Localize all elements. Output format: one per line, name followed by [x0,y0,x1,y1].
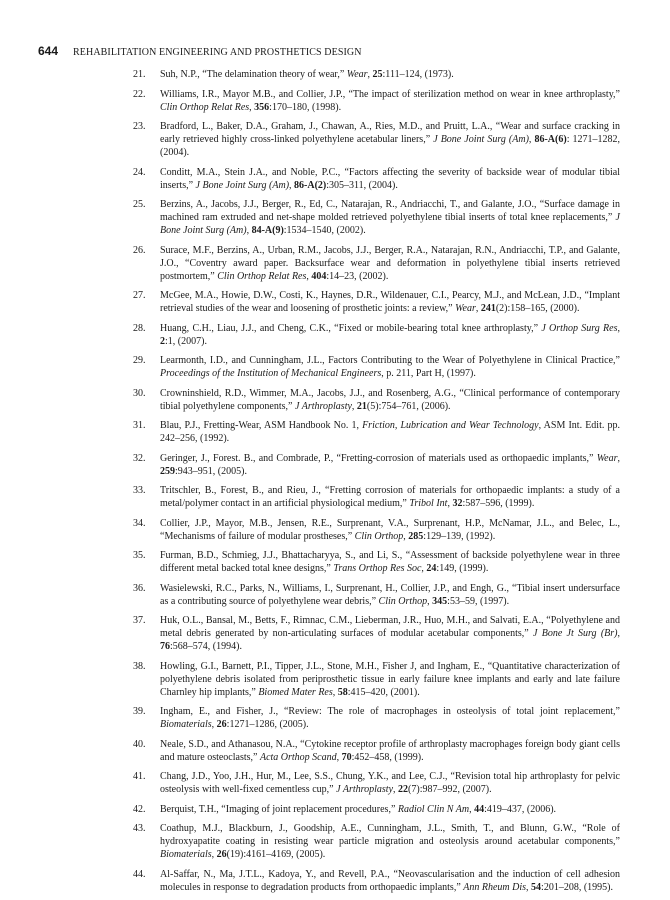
citation-text: Blau, P.J., Fretting-Wear, ASM Handbook No. 1, [160,420,363,431]
reference-item [133,387,620,413]
reference-number: 28. [133,322,146,334]
reference-number: 34. [133,517,146,529]
volume-number: 22 [398,784,409,795]
citation-text: Ingham, E., and Fisher, J., “Review: The role of macrophages in osteolysis of total joint replacement,” [160,706,620,717]
journal-title: J Bone Joint Surg (Am) [160,212,620,236]
reference-text [160,88,620,114]
volume-number: 2 [160,335,165,347]
citation-text: :53–59, (1997). [447,595,510,607]
journal-title: Clin Orthop Relat Res [160,101,250,113]
reference-number: 26. [133,244,146,256]
journal-title: J Bone Joint Surg (Am) [195,179,290,191]
reference-number: 42. [133,803,146,815]
citation-text: Geringer, J., Forest. B., and Combrade, P., “Fretting-corrosion of materials used as orthopaedic implants,” [160,452,597,464]
reference-text [160,289,620,315]
citation-text: , [249,101,255,113]
citation-text: , [469,803,475,815]
reference-text [160,484,620,510]
reference-item [133,452,620,478]
citation-text: Huang, C.H., Liau, J.J., and Cheng, C.K., “Fixed or mobile-bearing total knee arthroplasty,” [160,322,542,334]
citation-text: , [246,225,252,236]
volume-number: 84-A(9) [251,225,284,236]
citation-text: Surace, M.F., Berzins, A., Urban, R.M., Jacobs, J.J., Berger, R.A., Natarajan, R.N., Andriacchi, T.P., and Galante, J.O., “Coventry award paper. Backsurface wear and deformation in polyethylene tibial inserts retrieved postmortem,” [160,244,620,282]
citation-text: , [427,595,433,607]
journal-title: Tribol Int [409,498,448,509]
citation-text: (7):987–992, (2007). [408,784,492,795]
reference-text [160,244,620,283]
journal-title: J Bone Joint Surg (Am) [433,134,529,145]
reference-item [133,354,620,380]
reference-number: 22. [133,88,146,100]
reference-number: 29. [133,355,146,366]
journal-title: J Arthroplasty [294,400,352,412]
citation-text: :201–208, (1995). [541,881,613,893]
volume-number: 32 [452,498,463,509]
reference-item [133,582,620,608]
page-header [38,44,362,60]
reference-text [160,822,620,861]
reference-list [133,68,620,900]
citation-text: Tritschler, B., Forest, B., and Rieu, J., “Fretting corrosion of materials for orthopaedic implants: a study of a metal/polymer contact in an artificial physiological medium,” [160,485,620,509]
citation-text: , [332,686,338,698]
reference-number: 33. [133,485,146,496]
reference-item [133,88,620,114]
journal-title: Radiol Clin N Am [397,803,470,815]
volume-number: 44 [474,803,485,815]
reference-item [133,68,620,81]
citation-text: , [211,719,217,730]
volume-number: 25 [372,69,383,80]
page-number: 644 [38,44,59,58]
citation-text: Williams, I.R., Mayor M.B., and Collier, J.P., “The impact of sterilization method on wear in knee arthroplasty,” [160,88,620,100]
volume-number: 241 [480,303,496,314]
reference-text [160,452,620,478]
citation-text: :415–420, (2001). [347,686,420,698]
citation-text: Learmonth, I.D., and Cunningham, J.L., Factors Contributing to the Wear of Polyethylene in Clinical Practice,” [160,355,620,366]
volume-number: 259 [160,465,175,477]
volume-number: 345 [432,595,448,607]
journal-title: Clin Orthop [354,530,404,542]
reference-item [133,738,620,764]
reference-item [133,614,620,653]
volume-number: 54 [531,881,542,893]
citation-text: Berzins, A., Jacobs, J.J., Berger, R., Ed, C., Natarajan, R., Andriacchi, T., and Galante, J.O., “Surface damage in machined ram extruded and net-shape molded retrieved polyethylene tibial inserts of total knee replacements,” [160,199,620,223]
reference-item [133,198,620,237]
reference-text [160,354,620,380]
citation-text: (5):754–761, (2006). [366,400,451,412]
reference-text [160,387,620,413]
citation-text: :943–951, (2005). [175,465,247,477]
reference-number: 23. [133,121,146,132]
reference-item [133,770,620,796]
citation-text: , [306,270,312,282]
running-head: REHABILITATION ENGINEERING AND PROSTHETICS DESIGN [73,47,362,58]
reference-text [160,582,620,608]
citation-text: Suh, N.P., “The delamination theory of wear,” [160,69,347,80]
reference-item [133,166,620,192]
reference-item [133,803,620,816]
reference-number: 39. [133,706,146,717]
citation-text: :587–596, (1999). [462,498,535,509]
volume-number: 404 [311,270,327,282]
journal-title: Trans Orthop Res Soc [333,563,422,574]
citation-text: Huk, O.L., Bansal, M., Betts, F., Rimnac, C.M., Lieberman, J.R., Huo, M.H., and Salvati, E.A., “Polyethylene and metal debris generated by non-articulating surfaces of modular acetabular components,” [160,615,620,639]
citation-text: , [336,751,342,763]
volume-number: 285 [408,530,424,542]
reference-text [160,517,620,543]
citation-text: Furman, B.D., Schmieg, J.J., Bhattacharyya, S., and Li, S., “Assessment of backside polyethylene wear in three different metal backed total knee designs,” [160,550,620,574]
citation-text: Neale, S.D., and Athanasou, N.A., “Cytokine receptor profile of arthroplasty macrophages foreign body giant cells and mature osteoclasts,” [160,738,620,763]
reference-text [160,738,620,764]
volume-number: 86-A(2) [294,179,327,191]
citation-text: :452–458, (1999). [351,751,424,763]
reference-number: 24. [133,166,146,178]
reference-item [133,484,620,510]
reference-item [133,289,620,315]
citation-text: :149, (1999). [436,563,489,574]
journal-title: Wear [455,303,476,314]
reference-text [160,198,620,237]
citation-text: , ASM Int. Edit. pp. 242–256, (1992). [160,420,620,444]
citation-text: Berquist, T.H., “Imaging of joint replacement procedures,” [160,803,398,815]
reference-number: 38. [133,660,146,672]
reference-item [133,120,620,159]
volume-number: 58 [337,686,348,698]
journal-title: Friction, Lubrication and Wear Technology [362,420,539,431]
citation-text: :14–23, (2002). [326,270,389,282]
citation-text: Howling, G.I., Barnett, P.I., Tipper, J.L., Stone, M.H., Fisher J, and Ingham, E., “Quantitative characterization of polyethylene debris isolated from periprosthetic tissue in early failure knee implants and early and late failure Charnley hip implants,” [160,660,620,698]
reference-item [133,549,620,575]
journal-title: Clin Orthop [378,595,428,607]
reference-text [160,868,620,894]
journal-title: J Arthroplasty [336,784,394,795]
reference-number: 31. [133,420,146,431]
citation-text: (2):158–165, (2000). [495,303,580,314]
reference-number: 43. [133,823,146,834]
citation-text: Bradford, L., Baker, D.A., Graham, J., Chawan, A., Ries, M.D., and Pruitt, L.A., “Wear and surface cracking in early retrieved highly cross-linked polyethylene acetabular liners,” [160,121,620,145]
citation-text: , [421,563,427,574]
journal-title: Biomed Mater Res [258,686,333,698]
citation-text: : 1271–1282, (2004). [160,134,621,158]
journal-title: Ann Rheum Dis [463,881,527,893]
citation-text: Al-Saffar, N., Ma, J.T.L., Kadoya, Y., and Revell, P.A., “Neovascularisation and the induction of cell adhesion molecules in response to degradation products from orthopaedic implants,” [160,868,620,893]
volume-number: 356 [254,101,270,113]
reference-item [133,419,620,445]
citation-text: , [617,628,621,639]
citation-text: Conditt, M.A., Stein J.A., and Noble, P.C., “Factors affecting the severity of backside wear of modular tibial inserts,” [160,166,620,191]
journal-title: Proceedings of the Institution of Mechanical Engineers [160,368,382,379]
journal-title: Wear [346,69,368,80]
citation-text: , [447,498,453,509]
citation-text: :419–437, (2006). [484,803,557,815]
citation-text: :1534–1540, (2002). [283,225,366,236]
citation-text: Coathup, M.J., Blackburn, J., Goodship, A.E., Cunningham, J.L., Smith, T., and Blunn, G.W., “Role of hydroxyapatite coating in resisting wear particle migration and osteolysis around acetabular components,” [160,823,620,847]
citation-text: , [351,400,357,412]
citation-text: Collier, J.P., Mayor, M.B., Jensen, R.E., Surprenant, V.A., Surprenant, H.P., McNamar, J.L., and Belec, L., “Mechanisms of failure of modular prostheses,” [160,517,620,542]
reference-item [133,517,620,543]
volume-number: 70 [341,751,352,763]
citation-text: McGee, M.A., Howie, D.W., Costi, K., Haynes, D.R., Wildenauer, C.I., Pearcy, M.J., and McLean, J.D., “Implant retrieval studies of the wear and loosening of prosthetic joints: a review,” [160,290,620,314]
citation-text: Crowninshield, R.D., Wimmer, M.A., Jacobs, J.J., and Rosenberg, A.G., “Clinical performance of contemporary tibial polyethylene components,” [160,387,620,412]
reference-text [160,803,620,816]
citation-text: :129–139, (1992). [423,530,496,542]
reference-number: 25. [133,199,146,210]
reference-text [160,614,620,653]
citation-text: :1271–1286, (2005). [226,719,309,730]
reference-text [160,322,620,348]
reference-item [133,705,620,731]
citation-text: (19):4161–4169, (2005). [226,849,326,860]
citation-text: , [528,134,535,145]
reference-number: 36. [133,582,146,594]
volume-number: 24 [426,563,437,574]
journal-title: Clin Orthop Relat Res [217,270,307,282]
citation-text: , [526,881,532,893]
journal-title: J Bone Jt Surg (Br) [532,628,618,639]
citation-text: , p. 211, Part H, (1997). [381,368,476,379]
reference-item [133,868,620,894]
reference-number: 35. [133,550,146,561]
reference-text [160,166,620,192]
reference-text [160,120,620,159]
citation-text: , [289,179,295,191]
reference-number: 27. [133,290,146,301]
citation-text: Chang, J.D., Yoo, J.H., Hur, M., Lee, S.S., Chung, Y.K., and Lee, C.J., “Revision total hip arthroplasty for pelvic osteolysis with well-fixed cementless cup,” [160,771,620,795]
journal-title: Wear [596,452,618,464]
reference-number: 21. [133,69,146,80]
reference-number: 41. [133,771,146,782]
reference-number: 44. [133,868,146,880]
journal-title: Biomaterials [160,719,212,730]
reference-text [160,705,620,731]
citation-text: :170–180, (1998). [269,101,342,113]
citation-text: , [617,452,620,464]
reference-text [160,660,620,699]
volume-number: 26 [216,849,227,860]
reference-number: 40. [133,738,146,750]
reference-number: 32. [133,452,146,464]
reference-item [133,322,620,348]
citation-text: :568–574, (1994). [170,641,242,652]
citation-text: , [393,784,399,795]
reference-item [133,822,620,861]
citation-text: :1, (2007). [165,335,207,347]
citation-text: , [617,322,620,334]
journal-title: J Orthop Surg Res [541,322,618,334]
citation-text: , [475,303,481,314]
reference-text [160,419,620,445]
reference-text [160,549,620,575]
citation-text: , [367,69,373,80]
citation-text: :305–311, (2004). [326,179,398,191]
reference-text [160,770,620,796]
reference-item [133,660,620,699]
journal-title: Acta Orthop Scand [259,751,337,763]
citation-text: :111–124, (1973). [382,69,454,80]
reference-item [133,244,620,283]
reference-text [160,68,620,81]
volume-number: 76 [160,641,170,652]
reference-number: 37. [133,615,146,626]
reference-number: 30. [133,387,146,399]
volume-number: 21 [356,400,367,412]
volume-number: 86-A(6) [534,134,567,145]
citation-text: Wasielewski, R.C., Parks, N., Williams, I., Surprenant, H., Collier, J.P., and Engh, G., “Tibial insert undersurface as a contributing source of polyethylene wear debris,” [160,582,620,607]
citation-text: , [403,530,409,542]
volume-number: 26 [216,719,227,730]
citation-text: , [211,849,217,860]
journal-title: Biomaterials [160,849,212,860]
